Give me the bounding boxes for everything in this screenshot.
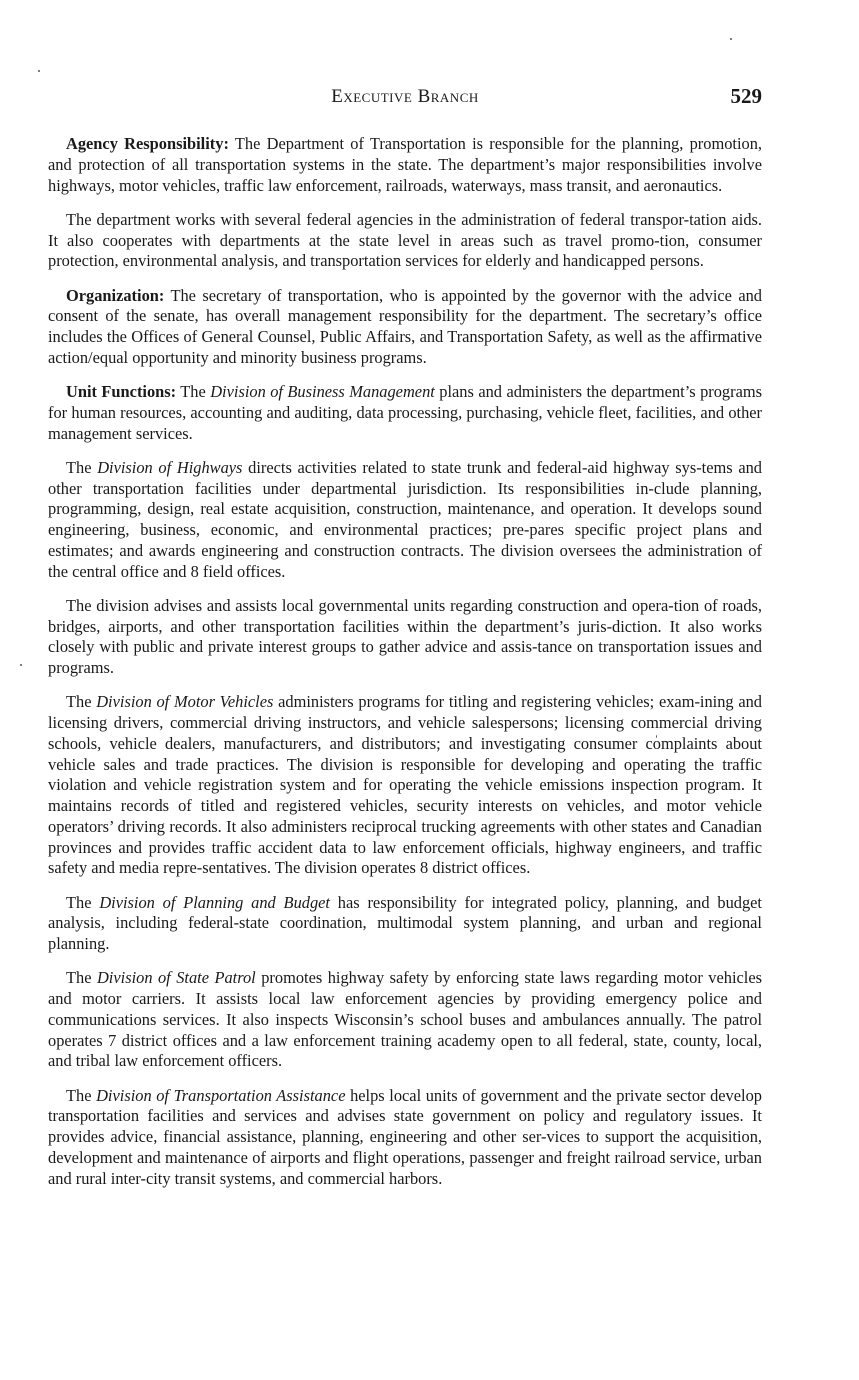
paragraph-organization xyxy=(48,286,762,369)
paragraph-text: directs activities related to state trunk and federal-aid highway sys-tems and other transportation facilities under departmental jurisdiction. Its responsibilities in-clude planning, programming, design, real estate acquisition, construction, maintenance, and operation. It develops sound engineering, business, economic, and environmental practices; pre-pares specific project plans and estimates; and awards engineering and construction contracts. The division oversees the administration of the central office and 8 field offices. xyxy=(48,457,762,581)
paragraph-division-transportation-assistance xyxy=(48,1086,762,1190)
division-name: Division of Business Management xyxy=(210,382,435,401)
paragraph-text: The secretary of transportation, who is appointed by the governor with the advice and consent of the senate, has overall management responsibility for the department. The secretary’s office includes the Offices of General Counsel, Public Affairs, and Transportation Safety, as well as the affirmative action/equal opportunity and minority business programs. xyxy=(48,285,762,367)
scan-speck xyxy=(20,664,22,666)
run-in-heading: Organization: xyxy=(66,285,165,305)
division-name: Division of Highways xyxy=(97,457,243,477)
division-name: Division of State Patrol xyxy=(96,968,256,988)
paragraph-text: The Department of Transportation is responsible for the planning, promotion, and protection of all transportation systems in the state. The department’s major responsibilities involve highways, motor vehicles, traffic law enforcement, railroads, waterways, mass transit, and aeronautics. xyxy=(48,134,762,195)
paragraph-text: administers programs for titling and registering vehicles; exam-ining and licensing drivers, commercial driving instructors, and vehicle salespersons; licensing commercial driving schools, vehicle dealers, manufacturers, and distributors; and investigating consumer complaints about vehicle sales and trade practices. The division is responsible for developing and operating the traffic violation and vehicle registration system and for operating the vehicle emissions inspection program. It maintains records of titled and registered vehicles, security interests on vehicles, and motor vehicle operators’ driving records. It also administers reciprocal trucking agreements with other states and Canadian provinces and provides traffic accident data to law enforcement officials, highway engineers, and traffic safety and media repre-sentatives. The division operates 8 district offices. xyxy=(48,692,762,878)
run-in-heading: Unit Functions: xyxy=(66,382,177,401)
paragraph-text: The xyxy=(66,457,98,477)
run-in-heading: Agency Responsibility: xyxy=(66,134,229,153)
paragraph-text: The xyxy=(66,1085,97,1105)
paragraph-division-state-patrol xyxy=(48,968,762,1072)
scan-speck xyxy=(730,38,732,40)
paragraph-text: The xyxy=(66,892,100,912)
paragraph-text: The xyxy=(176,382,211,401)
paragraph-text: plans and administers the department’s programs for human resources, accounting and auditing, data processing, purchasing, vehicle fleet, facilities, and other management services. xyxy=(48,382,762,443)
paragraph-unit-functions xyxy=(48,382,762,444)
paragraph-division-planning-budget xyxy=(48,893,762,955)
division-name: Division of Transportation Assistance xyxy=(96,1085,346,1105)
scan-speck xyxy=(38,70,40,72)
paragraph-text: The division advises and assists local governmental units regarding construction and opera-tion of roads, bridges, airports, and other transportation facilities within the department’s juris-diction. It also works closely with public and private interest groups to gather advice and assis-tance on transportation issues and programs. xyxy=(48,595,762,677)
running-header xyxy=(48,84,762,112)
paragraph-text: The department works with several federal agencies in the administration of federal transpor-tation aids. It also cooperates with departments at the state level in areas such as travel promo-tion, consumer protection, environmental analysis, and transportation services for elderly and handicapped persons. xyxy=(48,209,762,271)
division-name: Division of Motor Vehicles xyxy=(96,692,274,712)
paragraph-text: The xyxy=(66,692,97,712)
paragraph-text: promotes highway safety by enforcing state laws regarding motor vehicles and motor carriers. It assists local law enforcement agencies by providing emergency police and communications services. It also inspects Wisconsin’s school buses and ambulances annually. The patrol operates 7 district offices and a law enforcement training academy open to all federal, state, county, local, and tribal law enforcement officers. xyxy=(48,968,762,1071)
running-title: Executive Branch xyxy=(331,86,479,107)
paragraph-agency-responsibility xyxy=(48,134,762,196)
paragraph-federal-agencies xyxy=(48,210,762,272)
division-name: Division of Planning and Budget xyxy=(99,892,330,912)
paragraph-division-highways xyxy=(48,458,762,583)
paragraph-text: The xyxy=(66,968,97,988)
paragraph-text: helps local units of government and the private sector develop transportation facilities and services and advises state government on policy and regulatory issues. It provides advice, financial assistance, planning, engineering and other ser-vices to support the acquisition, development and maintenance of airports and flight operations, passenger and freight railroad service, urban and rural inter-city transit systems, and commercial harbors. xyxy=(48,1085,762,1188)
body-text xyxy=(48,134,762,1203)
paragraph-text: has responsibility for integrated policy, planning, and budget analysis, including federal-state coordination, multimodal system planning, and urban and regional planning. xyxy=(48,892,762,953)
paragraph-local-units xyxy=(48,596,762,679)
paragraph-division-motor-vehicles xyxy=(48,692,762,879)
page-number: 529 xyxy=(730,84,762,108)
